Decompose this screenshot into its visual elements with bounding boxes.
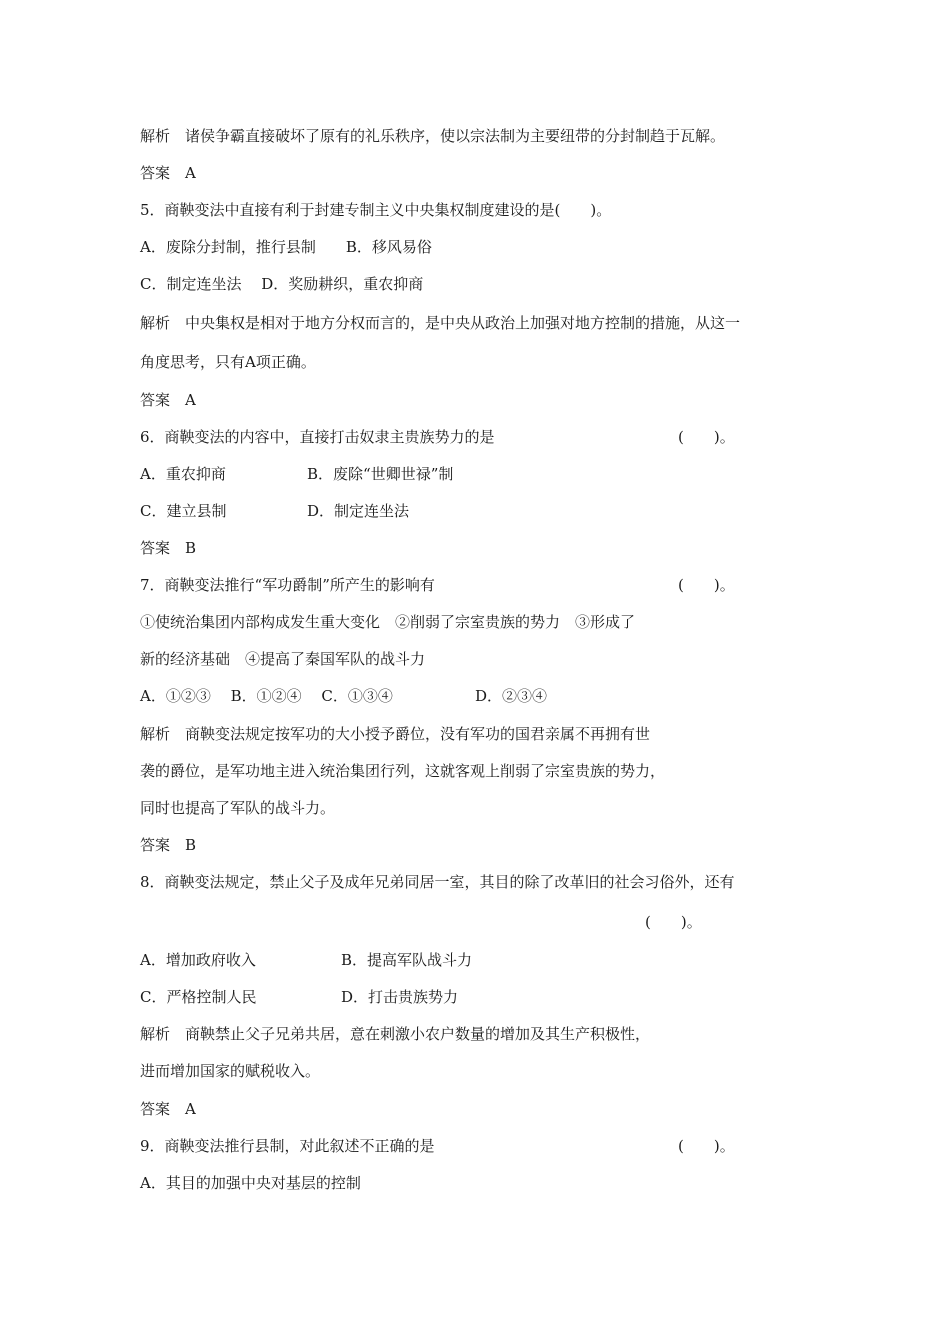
q4-answer: 答案 A — [140, 164, 196, 182]
q7-analysis-line3: 同时也提高了军队的战斗力。 — [140, 799, 336, 817]
q8-answer: 答案 A — [140, 1100, 196, 1118]
q7-analysis-line1: 解析 商鞅变法规定按军功的大小授予爵位，没有军功的国君亲属不再拥有世 — [140, 725, 651, 743]
q6-option-b: B．废除“世卿世禄”制 — [307, 465, 454, 483]
q5-answer: 答案 A — [140, 391, 196, 409]
q9-option-a: A．其目的加强中央对基层的控制 — [140, 1174, 361, 1192]
q5-analysis-line2: 角度思考，只有A项正确。 — [140, 353, 316, 371]
q8-analysis-line2: 进而增加国家的赋税收入。 — [140, 1062, 321, 1080]
q6-stem: 6．商鞅变法的内容中，直接打击奴隶主贵族势力的是 — [140, 428, 495, 446]
q5-options-cd: C．制定连坐法 D．奖励耕织，重农抑商 — [140, 275, 424, 293]
q7-statements-line2: 新的经济基础 ④提高了秦国军队的战斗力 — [140, 650, 426, 668]
q6-answer: 答案 B — [140, 539, 197, 557]
q6-option-a: A．重农抑商 — [140, 465, 226, 483]
q7-option-d: D．②③④ — [475, 687, 548, 705]
q7-analysis-line2: 袭的爵位，是军功地主进入统治集团行列，这就客观上削弱了宗室贵族的势力， — [140, 762, 666, 780]
q8-stem: 8．商鞅变法规定，禁止父子及成年兄弟同居一室，其目的除了改革旧的社会习俗外，还有 — [140, 873, 735, 891]
q6-option-c: C．建立县制 — [140, 502, 227, 520]
q8-analysis-line1: 解析 商鞅禁止父子兄弟共居，意在刺激小农户数量的增加及其生产积极性， — [140, 1025, 651, 1043]
q6-option-d: D．制定连坐法 — [307, 502, 410, 520]
q8-option-b: B．提高军队战斗力 — [341, 951, 473, 969]
q8-option-c: C．严格控制人民 — [140, 988, 257, 1006]
q8-option-a: A．增加政府收入 — [140, 951, 256, 969]
q7-answer: 答案 B — [140, 836, 197, 854]
q7-options-abc: A．①②③ B．①②④ C．①③④ — [140, 687, 393, 705]
q7-stem: 7．商鞅变法推行“军功爵制”所产生的影响有 — [140, 576, 435, 594]
q8-option-d: D．打击贵族势力 — [341, 988, 459, 1006]
q9-stem: 9．商鞅变法推行县制，对此叙述不正确的是 — [140, 1137, 435, 1155]
q5-options-ab: A．废除分封制，推行县制 B．移风易俗 — [140, 238, 432, 256]
q9-bracket: ( )。 — [678, 1137, 735, 1155]
q6-bracket: ( )。 — [678, 428, 735, 446]
q4-analysis: 解析 诸侯争霸直接破坏了原有的礼乐秩序，使以宗法制为主要纽带的分封制趋于瓦解。 — [140, 127, 726, 145]
q5-analysis-line1: 解析 中央集权是相对于地方分权而言的，是中央从政治上加强对地方控制的措施，从这一 — [140, 314, 741, 332]
q7-bracket: ( )。 — [678, 576, 735, 594]
q7-statements-line1: ①使统治集团内部构成发生重大变化 ②削弱了宗室贵族的势力 ③形成了 — [140, 613, 636, 631]
q8-bracket: ( )。 — [645, 913, 702, 931]
q5-stem: 5．商鞅变法中直接有利于封建专制主义中央集权制度建设的是( )。 — [140, 201, 612, 219]
